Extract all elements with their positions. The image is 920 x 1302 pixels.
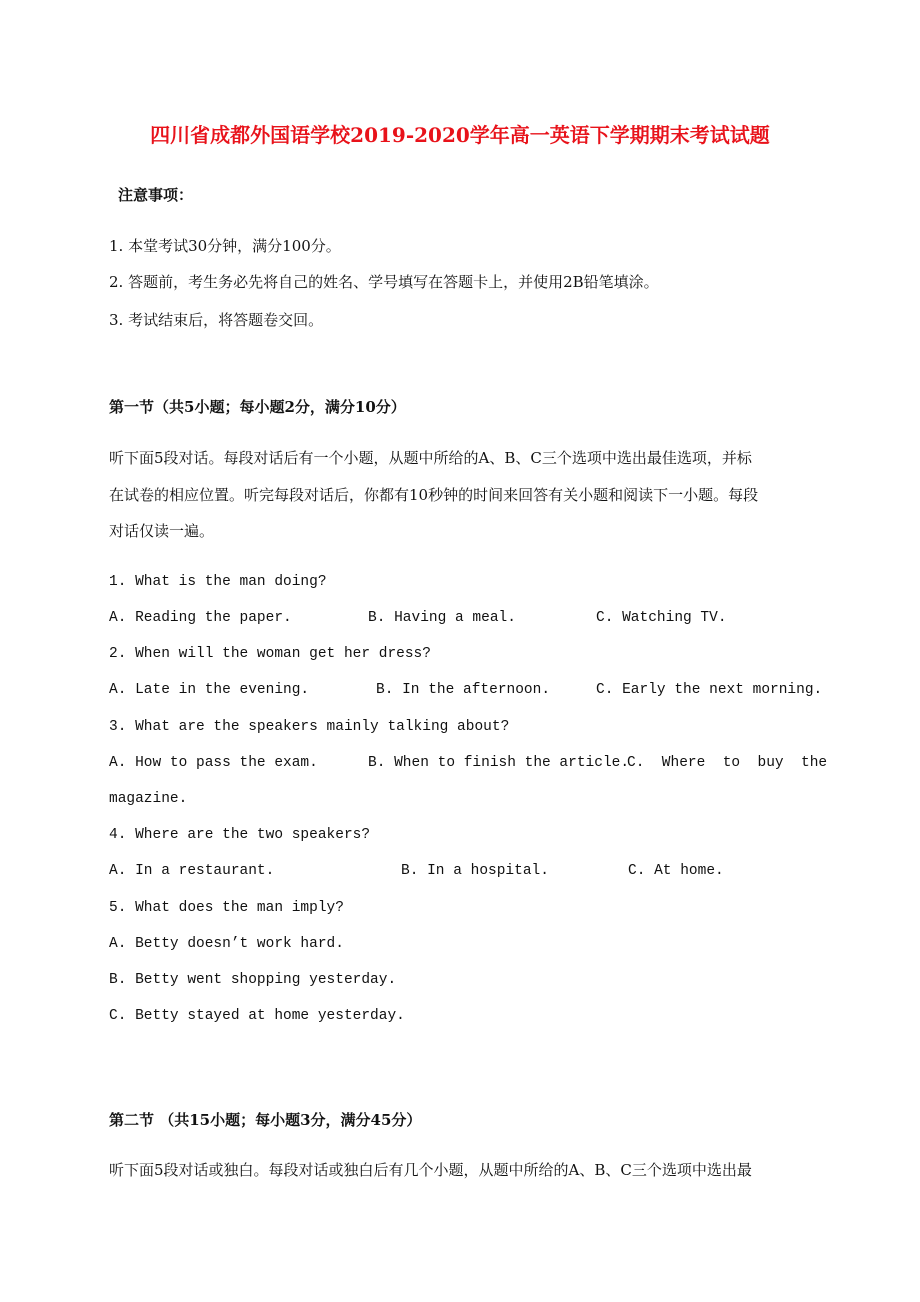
question-4: 4. Where are the two speakers? xyxy=(109,827,371,843)
option-b: B. Having a meal. xyxy=(368,610,516,626)
question-5: 5. What does the man imply? xyxy=(109,900,344,916)
notes-heading: 注意事项： xyxy=(118,186,194,204)
note-item: 2. 答题前，考生务必先将自己的姓名、学号填写在答题卡上，并使用2B铅笔填涂。 xyxy=(109,273,659,291)
question-1: 1. What is the man doing? xyxy=(109,574,327,590)
section2-instructions: 听下面5段对话或独白。每段对话或独白后有几个小题，从题中所给的A、B、C三个选项中选出最 xyxy=(109,1161,752,1179)
section2-heading: 第二节 （共15小题；每小题3分，满分45分） xyxy=(109,1111,422,1129)
option-b: B. Betty went shopping yesterday. xyxy=(109,972,397,988)
option-a: A. Late in the evening. xyxy=(109,682,310,698)
option-c: C. At home. xyxy=(628,863,724,879)
option-a: A. How to pass the exam. xyxy=(109,755,318,771)
option-c: C. Where to buy the xyxy=(627,755,828,771)
option-a: A. In a restaurant. xyxy=(109,863,275,879)
section1-instructions: 对话仅读一遍。 xyxy=(109,522,215,540)
option-a: A. Reading the paper. xyxy=(109,610,292,626)
option-c-continued: magazine. xyxy=(109,791,188,807)
question-2: 2. When will the woman get her dress? xyxy=(109,646,431,662)
note-item: 3. 考试结束后，将答题卷交回。 xyxy=(109,311,324,329)
note-item: 1. 本堂考试30分钟，满分100分。 xyxy=(109,237,341,255)
option-c: C. Betty stayed at home yesterday. xyxy=(109,1008,405,1024)
section1-instructions: 在试卷的相应位置。听完每段对话后，你都有10秒钟的时间来回答有关小题和阅读下一小题。每段 xyxy=(109,486,759,504)
option-b: B. In the afternoon. xyxy=(376,682,551,698)
document-title: 四川省成都外国语学校2019-2020学年高一英语下学期期末考试试题 xyxy=(150,123,770,147)
option-a: A. Betty doesn’t work hard. xyxy=(109,936,344,952)
option-b: B. In a hospital. xyxy=(401,863,549,879)
option-c: C. Watching TV. xyxy=(596,610,727,626)
section1-heading: 第一节（共5小题；每小题2分，满分10分） xyxy=(109,398,406,416)
option-c: C. Early the next morning. xyxy=(596,682,823,698)
question-3: 3. What are the speakers mainly talking about? xyxy=(109,719,510,735)
section1-instructions: 听下面5段对话。每段对话后有一个小题，从题中所给的A、B、C三个选项中选出最佳选项，并标 xyxy=(109,449,752,467)
option-b: B. When to finish the article. xyxy=(368,755,630,771)
